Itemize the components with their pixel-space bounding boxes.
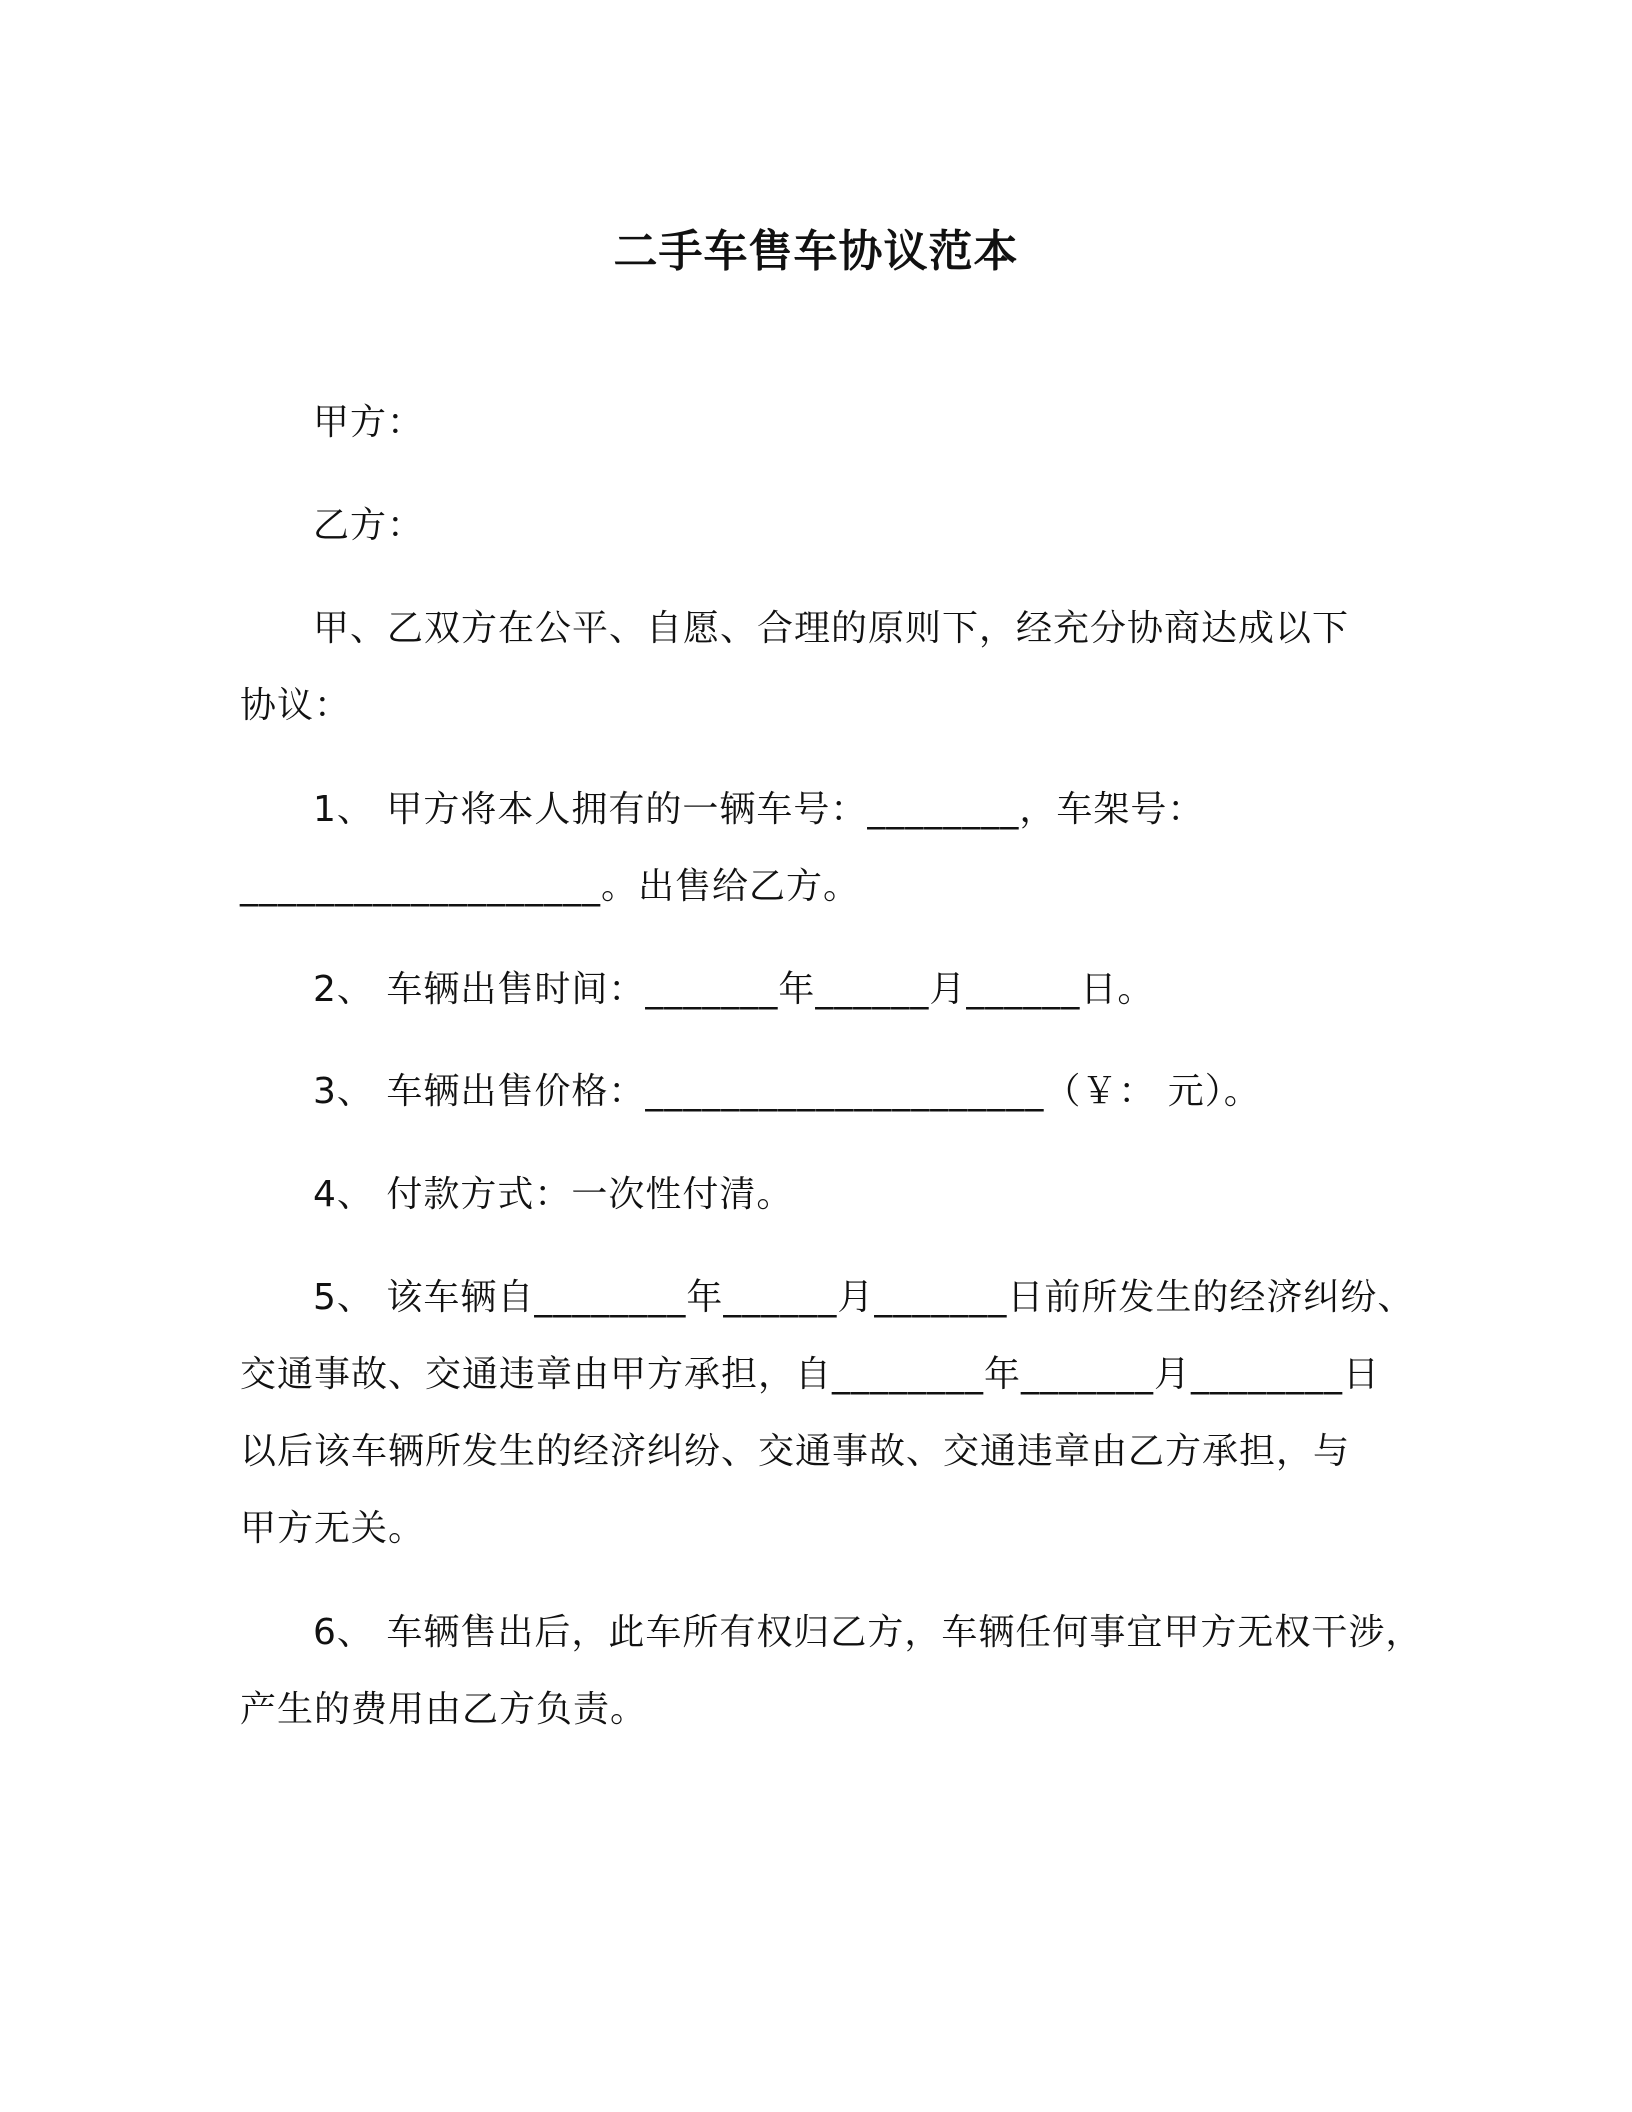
- clause-6-line-2: 产生的费用由乙方负责。: [240, 1689, 648, 1730]
- intro-line-2: 协议：: [240, 685, 352, 726]
- clause-5-line-3: 以后该车辆所发生的经济纠纷、交通事故、交通违章由乙方承担，与: [240, 1431, 1351, 1472]
- clause-5-line-2: 交通事故、交通违章由甲方承担，自________年_______月________日: [240, 1354, 1381, 1395]
- clause-1-line-2: ___________________。出售给乙方。: [240, 866, 861, 907]
- intro-line-1: 甲、乙双方在公平、自愿、合理的原则下，经充分协商达成以下: [313, 608, 1350, 649]
- party-a-label: 甲方：: [313, 402, 425, 443]
- clause-5-line-1: 5、 该车辆自________年______月_______日前所发生的经济纠纷、: [313, 1277, 1415, 1318]
- clause-3-line-1: 3、 车辆出售价格：_____________________（￥： 元）。: [313, 1071, 1261, 1112]
- clause-4-line-1: 4、 付款方式：一次性付清。: [313, 1174, 794, 1215]
- clause-6-line-1: 6、 车辆售出后，此车所有权归乙方，车辆任何事宜甲方无权干涉，: [313, 1612, 1423, 1653]
- clause-5-line-4: 甲方无关。: [240, 1508, 426, 1549]
- clause-1-line-1: 1、 甲方将本人拥有的一辆车号：________，车架号：: [313, 789, 1205, 830]
- document-title: 二手车售车协议范本: [613, 226, 1019, 277]
- clause-2-line-1: 2、 车辆出售时间：_______年______月______日。: [313, 969, 1155, 1010]
- party-b-label: 乙方：: [313, 505, 425, 546]
